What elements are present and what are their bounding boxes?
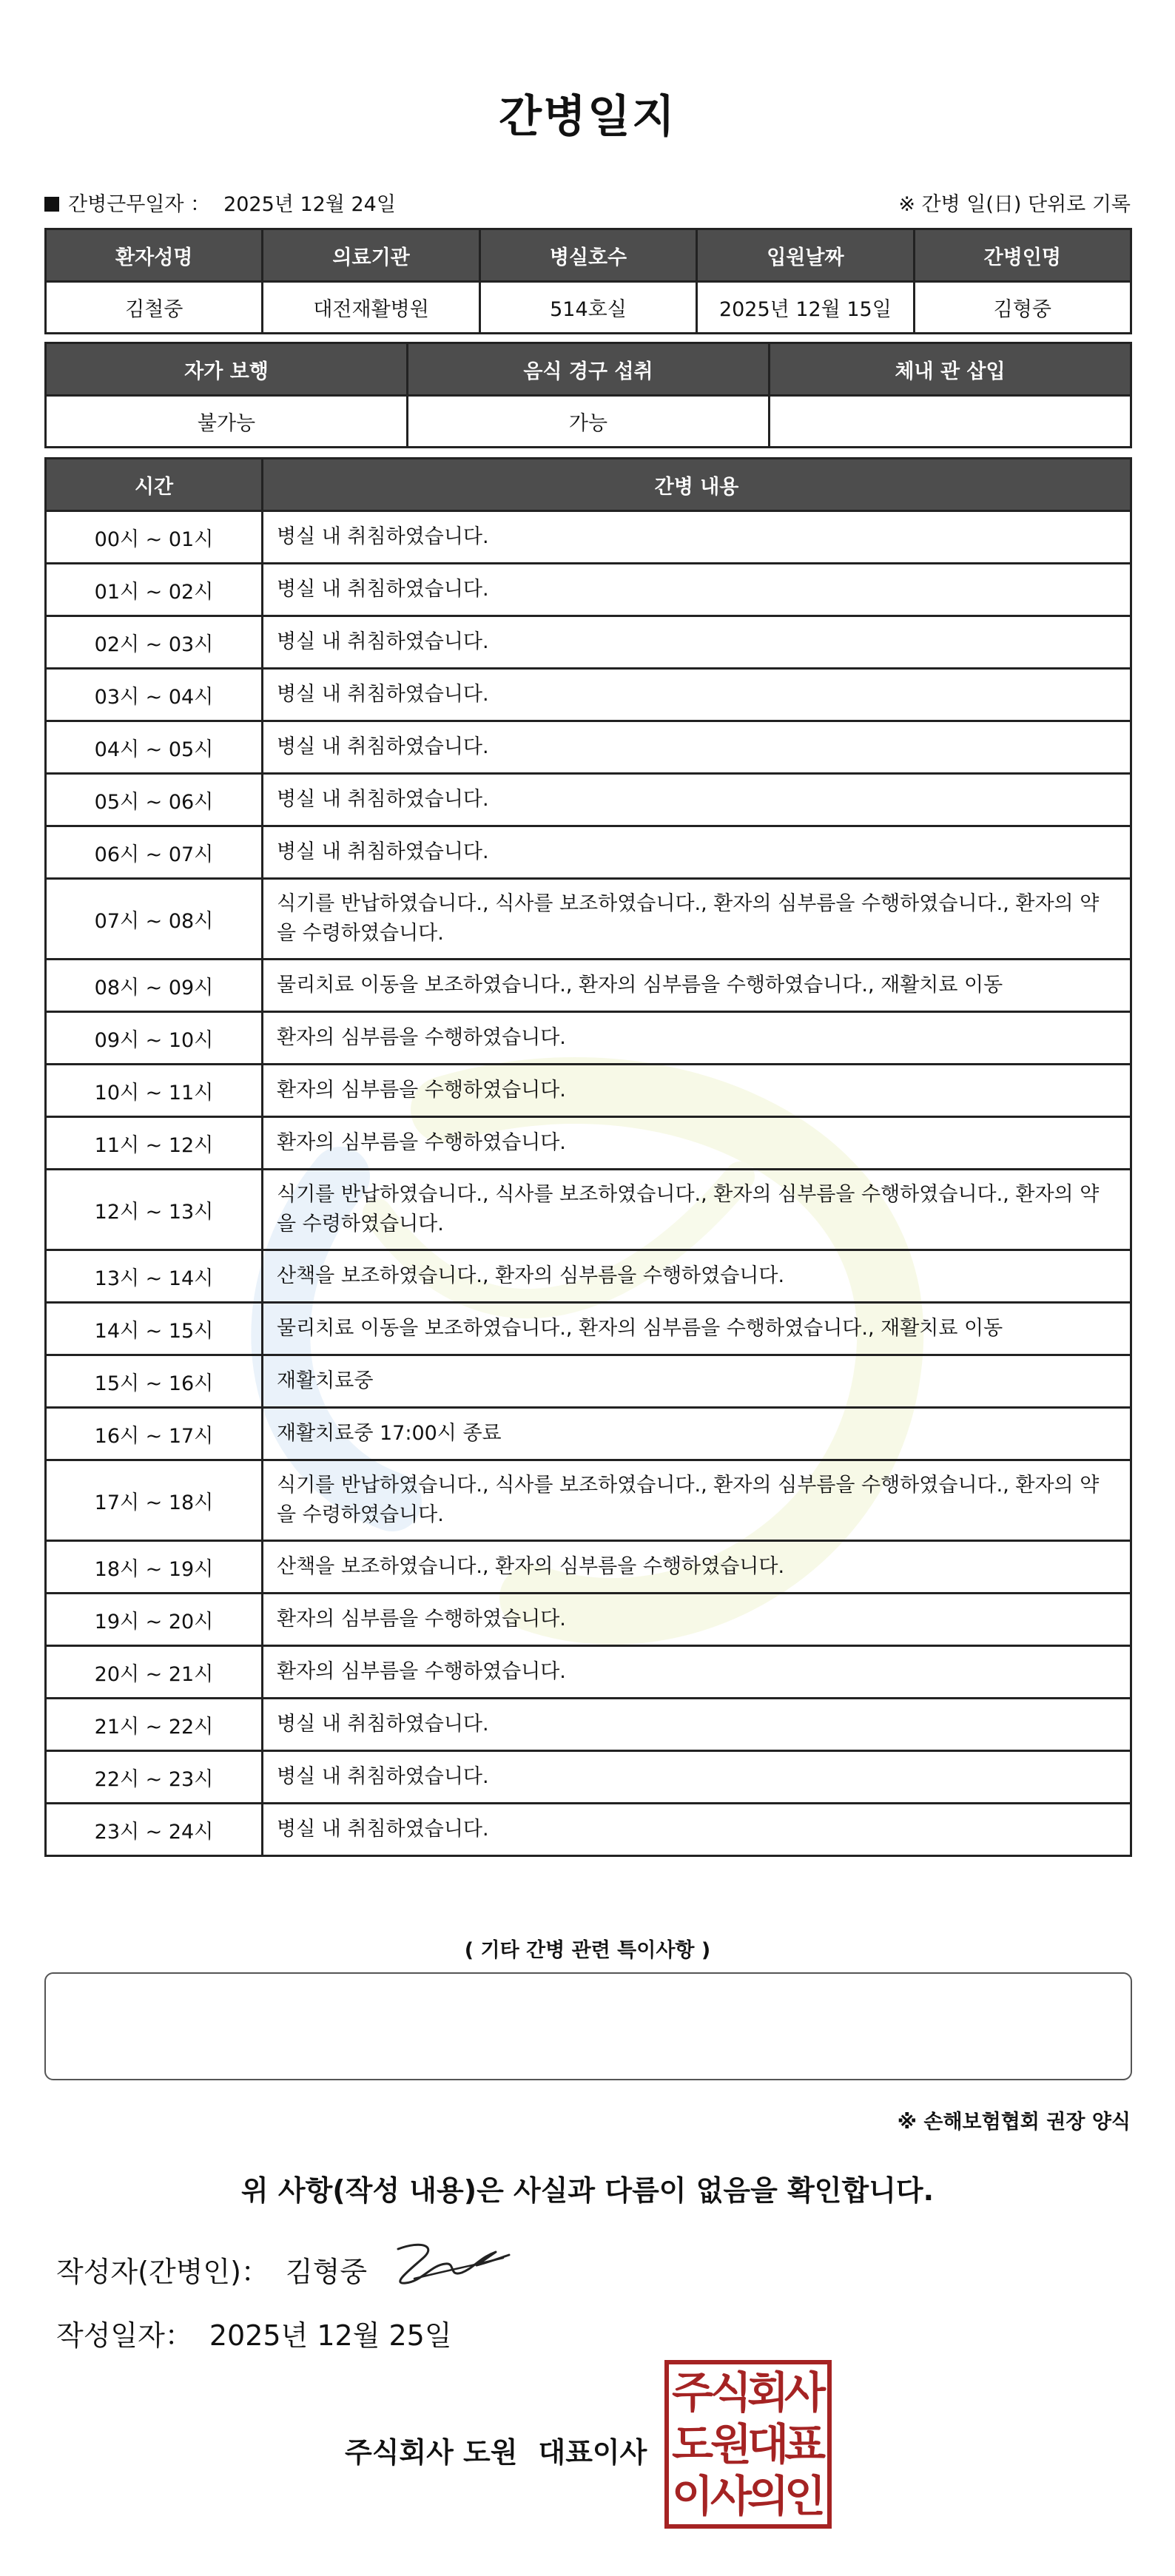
company-line (345, 2430, 647, 2470)
room-number: 514호실 (479, 282, 696, 334)
log-time: 23시 ~ 24시 (46, 1804, 263, 1856)
table-row (46, 1408, 1131, 1460)
log-content: 재활치료중 (263, 1355, 1131, 1408)
square-bullet-icon (44, 197, 59, 212)
seal-character: 대 (747, 2419, 789, 2469)
header-self-walking: 자가 보행 (46, 343, 408, 396)
table-row (46, 960, 1131, 1012)
log-time: 18시 ~ 19시 (46, 1541, 263, 1594)
log-content: 병실 내 취침하였습니다. (263, 1751, 1131, 1804)
header-tube-insertion: 체내 관 삽입 (770, 343, 1131, 396)
log-time: 16시 ~ 17시 (46, 1408, 263, 1460)
log-time: 01시 ~ 02시 (46, 564, 263, 616)
recommend-note: ※ 손해보험협회 권장 양식 (897, 2111, 1131, 2134)
log-time: 17시 ~ 18시 (46, 1460, 263, 1541)
oral-intake-value: 가능 (408, 396, 770, 448)
table-row (46, 1117, 1131, 1170)
table-row (46, 1699, 1131, 1751)
hospital-name: 대전재활병원 (263, 282, 479, 334)
header-admission-date: 입원날짜 (697, 229, 914, 282)
log-content: 환자의 심부름을 수행하였습니다. (263, 1646, 1131, 1699)
caregiver-name: 김형중 (914, 282, 1131, 334)
writer-name: 김형중 (285, 2256, 368, 2288)
header-room: 병실호수 (479, 229, 696, 282)
seal-character: 원 (710, 2419, 753, 2469)
log-time: 19시 ~ 20시 (46, 1594, 263, 1646)
table-row (46, 721, 1131, 774)
table-row (46, 879, 1131, 960)
table-row (46, 1460, 1131, 1541)
log-content: 환자의 심부름을 수행하였습니다. (263, 1594, 1131, 1646)
table-row (46, 1170, 1131, 1250)
record-unit-note: ※ 간병 일(日) 단위로 기록 (898, 193, 1131, 216)
log-content: 산책을 보조하였습니다., 환자의 심부름을 수행하였습니다. (263, 1250, 1131, 1303)
log-content: 환자의 심부름을 수행하였습니다. (263, 1012, 1131, 1065)
log-content: 병실 내 취침하였습니다. (263, 826, 1131, 879)
work-date-label: 간병근무일자 ： (68, 193, 211, 216)
log-time: 14시 ~ 15시 (46, 1303, 263, 1355)
seal-character: 사 (710, 2471, 753, 2521)
log-time: 05시 ~ 06시 (46, 774, 263, 826)
seal-character: 인 (784, 2471, 826, 2521)
page-title: 간병일지 (499, 91, 676, 143)
log-time: 04시 ~ 05시 (46, 721, 263, 774)
work-date (44, 188, 396, 217)
seal-character: 회 (747, 2367, 789, 2418)
log-content: 병실 내 취침하였습니다. (263, 774, 1131, 826)
log-time: 10시 ~ 11시 (46, 1065, 263, 1117)
log-time: 06시 ~ 07시 (46, 826, 263, 879)
table-row (46, 1250, 1131, 1303)
header-care-content: 간병 내용 (263, 459, 1131, 511)
log-content: 환자의 심부름을 수행하였습니다. (263, 1065, 1131, 1117)
table-row (46, 1355, 1131, 1408)
log-time: 00시 ~ 01시 (46, 511, 263, 564)
log-content: 물리치료 이동을 보조하였습니다., 환자의 심부름을 수행하였습니다., 재활치료 이동 (263, 1303, 1131, 1355)
writer-line (56, 2249, 367, 2290)
seal-character: 도 (671, 2419, 714, 2469)
table-row (46, 1594, 1131, 1646)
care-log-body (46, 511, 1131, 1856)
writer-label: 작성자(간병인)： (56, 2256, 269, 2288)
log-content: 재활치료중 17:00시 종료 (263, 1408, 1131, 1460)
patient-status-table (44, 342, 1132, 448)
log-content: 산책을 보조하였습니다., 환자의 심부름을 수행하였습니다. (263, 1541, 1131, 1594)
confirmation-statement: 위 사항(작성 내용)은 사실과 다름이 없음을 확인합니다. (240, 2174, 935, 2207)
log-time: 09시 ~ 10시 (46, 1012, 263, 1065)
table-row (46, 826, 1131, 879)
log-content: 병실 내 취침하였습니다. (263, 1699, 1131, 1751)
table-row (46, 1646, 1131, 1699)
work-date-value: 2025년 12월 24일 (223, 193, 396, 216)
log-time: 07시 ~ 08시 (46, 879, 263, 960)
header-oral-intake: 음식 경구 섭취 (408, 343, 770, 396)
log-time: 11시 ~ 12시 (46, 1117, 263, 1170)
log-content: 병실 내 취침하였습니다. (263, 721, 1131, 774)
signature-icon (385, 2236, 511, 2295)
care-log-table (44, 457, 1132, 1857)
table-row (46, 1541, 1131, 1594)
table-row (46, 1751, 1131, 1804)
header-time: 시간 (46, 459, 263, 511)
log-content: 병실 내 취침하였습니다. (263, 669, 1131, 721)
log-time: 13시 ~ 14시 (46, 1250, 263, 1303)
table-row (46, 564, 1131, 616)
log-time: 08시 ~ 09시 (46, 960, 263, 1012)
company-title: 대표이사 (538, 2436, 647, 2469)
table-row (46, 1804, 1131, 1856)
log-content: 병실 내 취침하였습니다. (263, 1804, 1131, 1856)
log-time: 21시 ~ 22시 (46, 1699, 263, 1751)
seal-character: 주 (671, 2367, 714, 2418)
seal-character: 사 (784, 2367, 826, 2418)
company-name: 주식회사 도원 (345, 2436, 518, 2469)
seal-character: 의 (747, 2471, 789, 2521)
log-time: 15시 ~ 16시 (46, 1355, 263, 1408)
written-date-line (56, 2313, 452, 2353)
table-row (46, 511, 1131, 564)
admission-date: 2025년 12월 15일 (697, 282, 914, 334)
header-caregiver-name: 간병인명 (914, 229, 1131, 282)
log-time: 20시 ~ 21시 (46, 1646, 263, 1699)
table-row (46, 1303, 1131, 1355)
log-time: 03시 ~ 04시 (46, 669, 263, 721)
written-date-value: 2025년 12월 25일 (209, 2319, 452, 2352)
log-content: 물리치료 이동을 보조하였습니다., 환자의 심부름을 수행하였습니다., 재활치료 이동 (263, 960, 1131, 1012)
header-patient-name: 환자성명 (46, 229, 263, 282)
tube-insertion-value (770, 396, 1131, 448)
log-content: 환자의 심부름을 수행하였습니다. (263, 1117, 1131, 1170)
log-content: 병실 내 취침하였습니다. (263, 616, 1131, 669)
header-hospital: 의료기관 (263, 229, 479, 282)
log-content: 병실 내 취침하였습니다. (263, 564, 1131, 616)
log-time: 02시 ~ 03시 (46, 616, 263, 669)
remarks-box (44, 1972, 1132, 2080)
log-time: 22시 ~ 23시 (46, 1751, 263, 1804)
self-walking-value: 불가능 (46, 396, 408, 448)
table-row (46, 616, 1131, 669)
log-content: 병실 내 취침하였습니다. (263, 511, 1131, 564)
log-content: 식기를 반납하였습니다., 식사를 보조하였습니다., 환자의 심부름을 수행하였습니다., 환자의 약을 수령하였습니다. (263, 1460, 1131, 1541)
table-row (46, 669, 1131, 721)
log-content: 식기를 반납하였습니다., 식사를 보조하였습니다., 환자의 심부름을 수행하였습니다., 환자의 약을 수령하였습니다. (263, 879, 1131, 960)
seal-character: 이 (671, 2471, 714, 2521)
patient-name: 김철중 (46, 282, 263, 334)
seal-character: 식 (710, 2367, 753, 2418)
log-time: 12시 ~ 13시 (46, 1170, 263, 1250)
seal-character: 표 (784, 2419, 826, 2469)
table-row (46, 774, 1131, 826)
company-seal-icon (664, 2360, 832, 2529)
log-content: 식기를 반납하였습니다., 식사를 보조하였습니다., 환자의 심부름을 수행하였습니다., 환자의 약을 수령하였습니다. (263, 1170, 1131, 1250)
remarks-title: ( 기타 간병 관련 특이사항 ) (464, 1939, 711, 1962)
patient-info-table (44, 228, 1132, 334)
table-row (46, 1012, 1131, 1065)
written-date-label: 작성일자： (56, 2319, 193, 2352)
table-row (46, 1065, 1131, 1117)
